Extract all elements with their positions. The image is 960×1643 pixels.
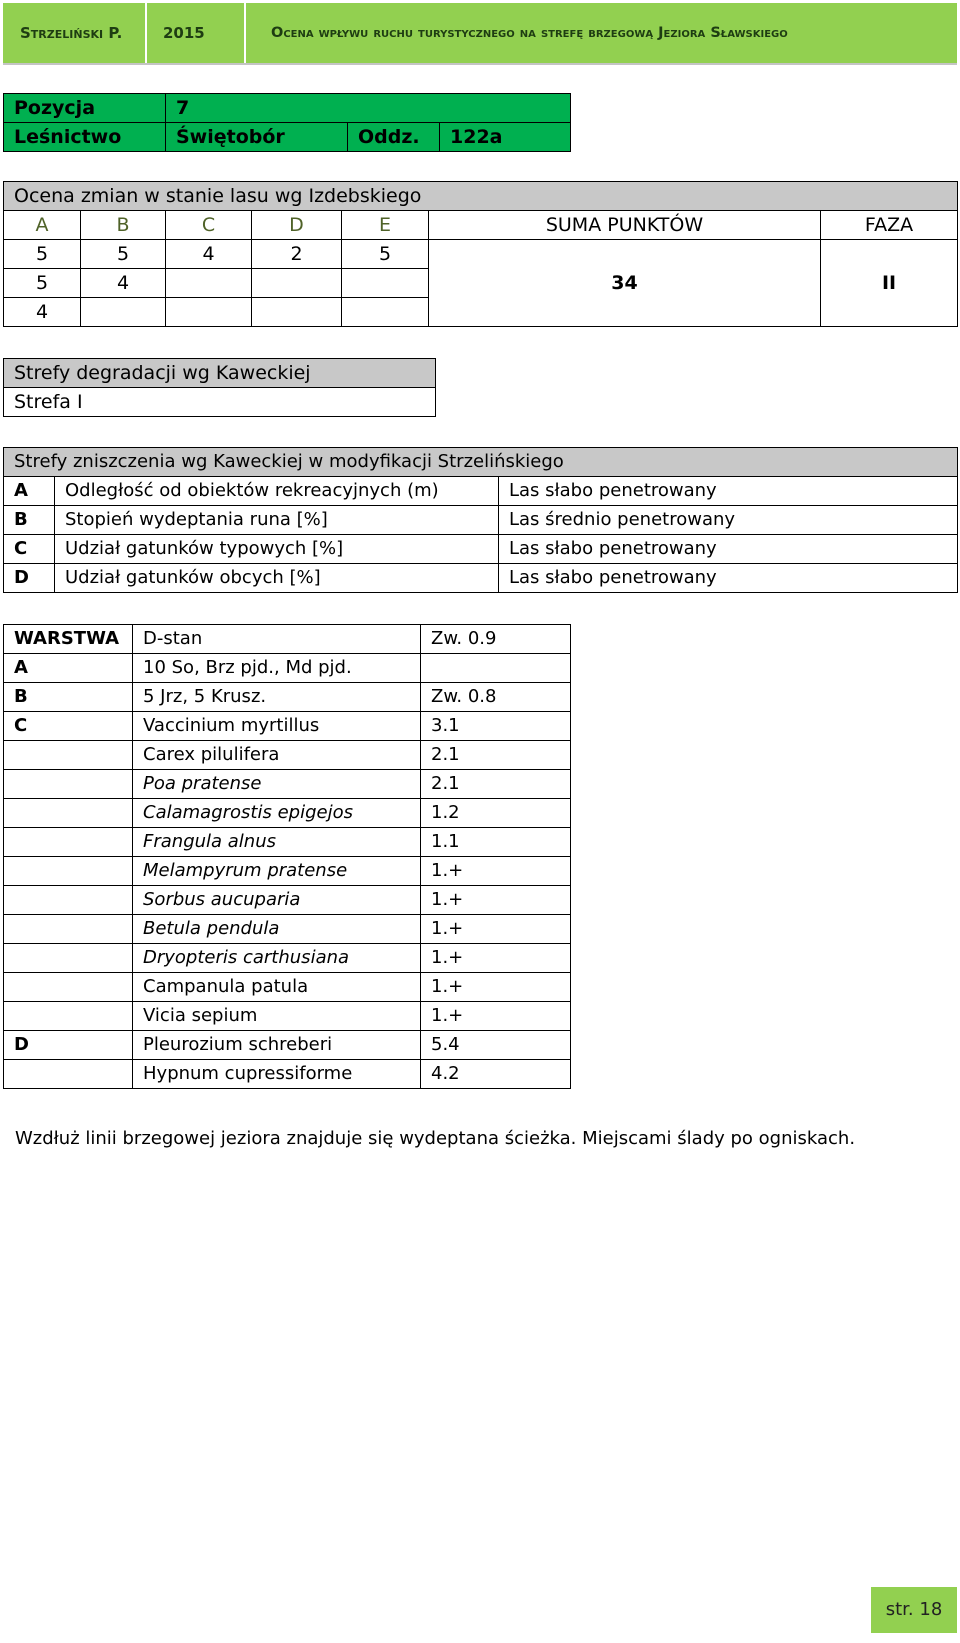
suma-label: SUMA PUNKTÓW	[429, 211, 821, 240]
table-row	[4, 857, 571, 886]
izdebski-col-c: C	[166, 211, 252, 240]
species-value	[421, 654, 571, 683]
destruction-criterion: Stopień wydeptania runa [%]	[55, 506, 499, 535]
species-name: 5 Jrz, 5 Krusz.	[133, 683, 421, 712]
position-table	[3, 93, 571, 152]
izdebski-cell: 5	[4, 269, 81, 298]
layer-key: A	[4, 654, 133, 683]
species-name: Campanula patula	[133, 973, 421, 1002]
species-name: Hypnum cupressiforme	[133, 1060, 421, 1089]
lesnictwo-label: Leśnictwo	[4, 123, 166, 152]
table-row	[4, 683, 571, 712]
destruction-result: Las słabo penetrowany	[499, 535, 958, 564]
species-name: Poa pratense	[133, 770, 421, 799]
table-row	[4, 654, 571, 683]
destruction-key: C	[4, 535, 55, 564]
izdebski-table	[3, 181, 958, 327]
table-row	[4, 477, 958, 506]
table-row	[4, 1002, 571, 1031]
species-name: Carex pilulifera	[133, 741, 421, 770]
header-year: 2015	[163, 24, 205, 42]
species-value: 1.+	[421, 1002, 571, 1031]
layer-key	[4, 799, 133, 828]
table-row	[4, 799, 571, 828]
species-value: 1.2	[421, 799, 571, 828]
layers-table	[3, 624, 571, 1089]
layer-key: D	[4, 1031, 133, 1060]
degradation-table	[3, 358, 436, 417]
layer-key	[4, 1060, 133, 1089]
species-name: Calamagrostis epigejos	[133, 799, 421, 828]
table-row	[4, 915, 571, 944]
izdebski-cell	[81, 298, 166, 327]
destruction-result: Las słabo penetrowany	[499, 477, 958, 506]
layers-header-row	[4, 625, 571, 654]
izdebski-cell	[342, 298, 429, 327]
table-row	[4, 1031, 571, 1060]
layer-key	[4, 1002, 133, 1031]
pozycja-label: Pozycja	[4, 94, 166, 123]
layer-key	[4, 973, 133, 1002]
izdebski-cell: 4	[4, 298, 81, 327]
izdebski-col-e: E	[342, 211, 429, 240]
destruction-criterion: Udział gatunków typowych [%]	[55, 535, 499, 564]
table-row	[4, 506, 958, 535]
species-value: Zw. 0.8	[421, 683, 571, 712]
layer-key	[4, 886, 133, 915]
izdebski-cell: 2	[252, 240, 342, 269]
faza-label: FAZA	[821, 211, 958, 240]
layer-key	[4, 741, 133, 770]
destruction-criterion: Odległość od obiektów rekreacyjnych (m)	[55, 477, 499, 506]
layer-key: B	[4, 683, 133, 712]
species-value: 1.+	[421, 915, 571, 944]
species-name: Vicia sepium	[133, 1002, 421, 1031]
destruction-key: A	[4, 477, 55, 506]
table-row	[4, 886, 571, 915]
species-value: 3.1	[421, 712, 571, 741]
izdebski-cell: 4	[81, 269, 166, 298]
degradation-title: Strefy degradacji wg Kaweckiej	[4, 359, 436, 388]
page-number: str. 18	[871, 1587, 957, 1633]
izdebski-col-a: A	[4, 211, 81, 240]
species-name: Sorbus aucuparia	[133, 886, 421, 915]
izdebski-cell	[166, 269, 252, 298]
pozycja-value: 7	[166, 94, 571, 123]
layer-key	[4, 857, 133, 886]
table-row	[4, 770, 571, 799]
table-row	[4, 944, 571, 973]
destruction-result: Las średnio penetrowany	[499, 506, 958, 535]
table-row	[4, 712, 571, 741]
table-row	[4, 741, 571, 770]
header-separator	[145, 3, 147, 63]
destruction-criterion: Udział gatunków obcych [%]	[55, 564, 499, 593]
table-row	[4, 564, 958, 593]
species-name: Pleurozium schreberi	[133, 1031, 421, 1060]
species-value: 4.2	[421, 1060, 571, 1089]
layers-header-layer: WARSTWA	[4, 625, 133, 654]
layer-key	[4, 828, 133, 857]
layer-key	[4, 915, 133, 944]
layer-key	[4, 944, 133, 973]
table-row	[4, 535, 958, 564]
destruction-result: Las słabo penetrowany	[499, 564, 958, 593]
layer-key	[4, 770, 133, 799]
suma-value: 34	[429, 240, 821, 327]
destruction-title: Strefy zniszczenia wg Kaweckiej w modyfikacji Strzelińskiego	[4, 448, 958, 477]
izdebski-col-d: D	[252, 211, 342, 240]
izdebski-cell	[252, 298, 342, 327]
header-author: Strzeliński P.	[20, 24, 123, 42]
species-value: 5.4	[421, 1031, 571, 1060]
species-value: 1.+	[421, 973, 571, 1002]
destruction-key: D	[4, 564, 55, 593]
izdebski-cell: 5	[4, 240, 81, 269]
oddz-label: Oddz.	[348, 123, 440, 152]
species-name: Melampyrum pratense	[133, 857, 421, 886]
lesnictwo-value: Świętobór	[166, 123, 348, 152]
izdebski-title: Ocena zmian w stanie lasu wg Izdebskiego	[4, 182, 958, 211]
species-value: 1.1	[421, 828, 571, 857]
izdebski-cell: 5	[342, 240, 429, 269]
page-header	[3, 3, 957, 65]
layers-header-value: Zw. 0.9	[421, 625, 571, 654]
species-name: Dryopteris carthusiana	[133, 944, 421, 973]
species-name: Betula pendula	[133, 915, 421, 944]
header-title: Ocena wpływu ruchu turystycznego na strefę brzegową Jeziora Sławskiego	[271, 25, 788, 41]
izdebski-cell: 4	[166, 240, 252, 269]
species-value: 1.+	[421, 944, 571, 973]
oddz-value: 122a	[440, 123, 571, 152]
header-separator	[244, 3, 246, 63]
layers-header-species: D-stan	[133, 625, 421, 654]
species-name: Frangula alnus	[133, 828, 421, 857]
layer-key: C	[4, 712, 133, 741]
table-row	[4, 828, 571, 857]
species-value: 1.+	[421, 857, 571, 886]
izdebski-cell	[342, 269, 429, 298]
table-row	[4, 1060, 571, 1089]
field-note: Wzdłuż linii brzegowej jeziora znajduje się wydeptana ścieżka. Miejscami ślady po ogniskach.	[15, 1128, 856, 1149]
species-value: 1.+	[421, 886, 571, 915]
table-row	[4, 973, 571, 1002]
izdebski-cell	[252, 269, 342, 298]
degradation-value: Strefa I	[4, 388, 436, 417]
species-value: 2.1	[421, 770, 571, 799]
species-name: Vaccinium myrtillus	[133, 712, 421, 741]
izdebski-col-b: B	[81, 211, 166, 240]
faza-value: II	[821, 240, 958, 327]
izdebski-cell: 5	[81, 240, 166, 269]
destruction-table	[3, 447, 958, 593]
species-name: 10 So, Brz pjd., Md pjd.	[133, 654, 421, 683]
species-value: 2.1	[421, 741, 571, 770]
destruction-key: B	[4, 506, 55, 535]
izdebski-cell	[166, 298, 252, 327]
